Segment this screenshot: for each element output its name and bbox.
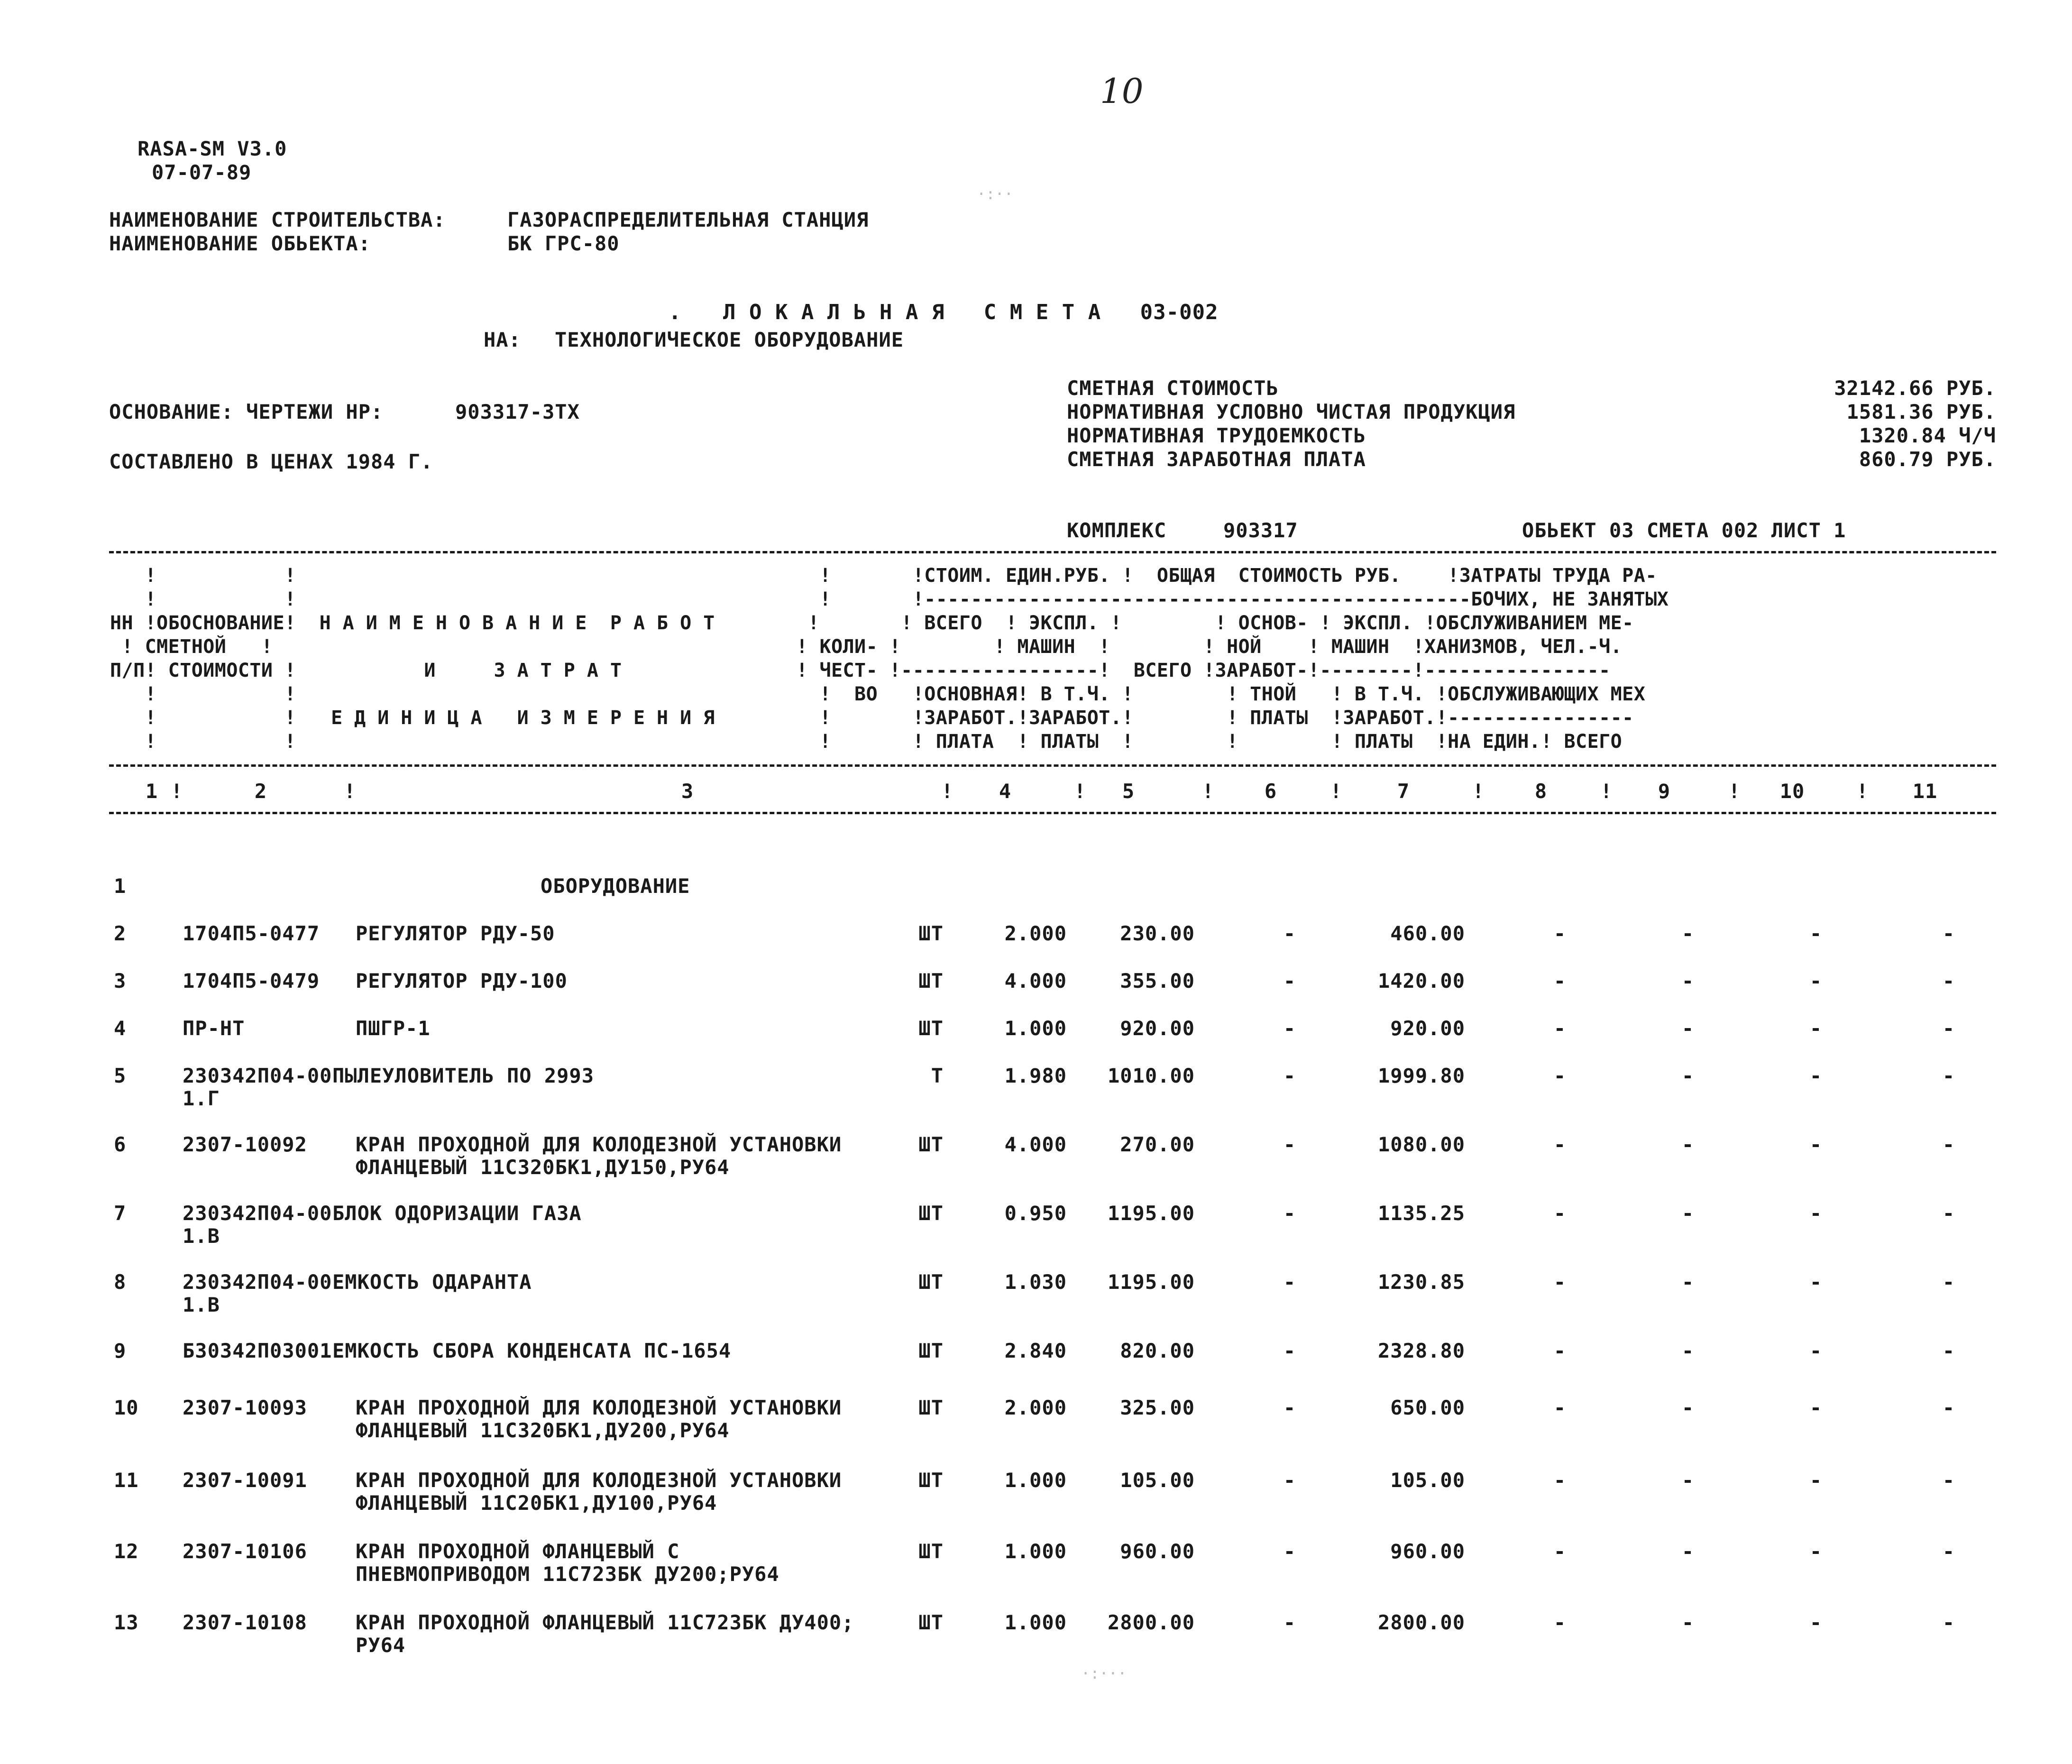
scan-artifact: ·:·· xyxy=(977,185,1014,203)
machine-cost: - xyxy=(1283,1396,1296,1419)
summary-value: 860.79 РУБ. xyxy=(1859,448,1996,471)
summary-value: 1581.36 РУБ. xyxy=(1846,400,1996,423)
header-line: ! ! Е Д И Н И Ц А И З М Е Р Е Н И Я ! !ЗАРАБОТ.!ЗАРАБОТ.! ! ПЛАТЫ !ЗАРАБОТ.!---------------- xyxy=(110,707,1634,729)
labor-per-unit: - xyxy=(1809,969,1823,992)
header-line: П/П! СТОИМОСТИ ! И З А Т Р А Т ! ЧЕСТ- !-----------------! ВСЕГО !ЗАРАБОТ-!--------!---------------- xyxy=(110,660,1611,681)
row-number: 11 xyxy=(114,1469,139,1492)
machine-wage: - xyxy=(1681,1017,1695,1040)
total-cost: 920.00 xyxy=(1390,1017,1465,1040)
row-number: 7 xyxy=(114,1202,127,1225)
header-line: ! ! ! ! ПЛАТА ! ПЛАТЫ ! ! ! ПЛАТЫ !НА ЕДИН.! ВСЕГО xyxy=(110,731,1623,753)
unit-price: 1195.00 xyxy=(1107,1270,1195,1294)
item-name-cont: ФЛАНЦЕВЫЙ 11С320БК1,ДУ150,РУ64 xyxy=(356,1156,730,1179)
unit: ШТ xyxy=(918,1469,944,1492)
base-wage: - xyxy=(1553,1611,1567,1634)
separator: ! xyxy=(344,780,356,803)
separator: ! xyxy=(1728,780,1741,803)
labor-total: - xyxy=(1942,969,1955,992)
unit-price: 820.00 xyxy=(1120,1339,1195,1362)
unit-price: 920.00 xyxy=(1120,1017,1195,1040)
quantity: 1.000 xyxy=(1004,1540,1067,1563)
total-cost: 960.00 xyxy=(1390,1540,1465,1563)
col-number: 9 xyxy=(1658,780,1671,803)
labor-per-unit: - xyxy=(1809,1017,1823,1040)
row-number: 8 xyxy=(114,1270,127,1294)
total-cost: 2800.00 xyxy=(1377,1611,1465,1634)
quantity: 4.000 xyxy=(1004,1133,1067,1156)
item-name: РЕГУЛЯТОР РДУ-100 xyxy=(356,969,568,992)
header-line: ! ! ! !СТОИМ. ЕДИН.РУБ. ! ОБЩАЯ СТОИМОСТЬ РУБ. !ЗАТРАТЫ ТРУДА РА- xyxy=(110,565,1657,587)
unit: ШТ xyxy=(918,1270,944,1294)
scan-artifact: ·:··· xyxy=(1081,1664,1127,1682)
col-number: 1 xyxy=(145,780,158,803)
item-name: КРАН ПРОХОДНОЙ ДЛЯ КОЛОДЕЗНОЙ УСТАНОВКИ xyxy=(356,1133,842,1156)
base-wage: - xyxy=(1553,1017,1567,1040)
rate-code-cont: 1.В xyxy=(183,1224,220,1248)
rate-code-cont: 1.В xyxy=(183,1293,220,1316)
machine-cost: - xyxy=(1283,1270,1296,1294)
labor-total: - xyxy=(1942,1396,1955,1419)
labor-per-unit: - xyxy=(1809,1133,1823,1156)
quantity: 2.840 xyxy=(1004,1339,1067,1362)
row-number: 12 xyxy=(114,1540,139,1563)
base-wage: - xyxy=(1553,1202,1567,1225)
separator: ! xyxy=(1472,780,1485,803)
separator: ! xyxy=(941,780,953,803)
rate-code: 2307-10108 xyxy=(183,1611,307,1634)
quantity: 1.000 xyxy=(1004,1611,1067,1634)
labor-per-unit: - xyxy=(1809,1339,1823,1362)
item-name-cont: ФЛАНЦЕВЫЙ 11С320БК1,ДУ200,РУ64 xyxy=(356,1419,730,1442)
base-wage: - xyxy=(1553,1270,1567,1294)
summary-label: НОРМАТИВНАЯ УСЛОВНО ЧИСТАЯ ПРОДУКЦИЯ xyxy=(1067,400,1516,423)
row-number: 13 xyxy=(114,1611,139,1634)
machine-wage: - xyxy=(1681,1396,1695,1419)
rate-code: 2307-10092 xyxy=(183,1133,307,1156)
machine-wage: - xyxy=(1681,1611,1695,1634)
total-cost: 1420.00 xyxy=(1377,969,1465,992)
machine-wage: - xyxy=(1681,1064,1695,1087)
unit: ШТ xyxy=(918,1202,944,1225)
sheet-info: ОБЬЕКТ 03 СМЕТА 002 ЛИСТ 1 xyxy=(1522,519,1846,542)
summary-label: СМЕТНАЯ ЗАРАБОТНАЯ ПЛАТА xyxy=(1067,448,1366,471)
rate-code: 2307-10093 xyxy=(183,1396,307,1419)
item-name: РЕГУЛЯТОР РДУ-50 xyxy=(356,922,555,945)
rate-code: Б30342П03001 xyxy=(183,1339,332,1362)
base-wage: - xyxy=(1553,1396,1567,1419)
prices-note: СОСТАВЛЕНО В ЦЕНАХ 1984 Г. xyxy=(109,450,433,473)
rule xyxy=(109,764,1996,767)
print-date: 07-07-89 xyxy=(152,161,252,184)
labor-per-unit: - xyxy=(1809,1270,1823,1294)
labor-total: - xyxy=(1942,1064,1955,1087)
unit: ШТ xyxy=(918,1339,944,1362)
unit: Т xyxy=(931,1064,944,1087)
page-number: 10 xyxy=(1100,71,1144,111)
total-cost: 1135.25 xyxy=(1377,1202,1465,1225)
rate-code: 2307-10106 xyxy=(183,1540,307,1563)
row-number: 2 xyxy=(114,922,127,945)
separator: ! xyxy=(1600,780,1613,803)
labor-total: - xyxy=(1942,1339,1955,1362)
labor-per-unit: - xyxy=(1809,1064,1823,1087)
machine-cost: - xyxy=(1283,1611,1296,1634)
labor-total: - xyxy=(1942,922,1955,945)
section-number: 1 xyxy=(114,874,127,898)
machine-wage: - xyxy=(1681,1202,1695,1225)
machine-cost: - xyxy=(1283,1133,1296,1156)
item-name: КРАН ПРОХОДНОЙ ФЛАНЦЕВЫЙ 11С723БК ДУ400; xyxy=(356,1611,854,1634)
separator: ! xyxy=(1074,780,1086,803)
machine-cost: - xyxy=(1283,1017,1296,1040)
rate-code: ПР-НТ xyxy=(183,1017,245,1040)
summary-label: СМЕТНАЯ СТОИМОСТЬ xyxy=(1067,377,1279,400)
item-name: ЕМКОСТЬ СБОРА КОНДЕНСАТА ПС-1654 xyxy=(332,1339,732,1362)
object-label: НАИМЕНОВАНИЕ ОБЬЕКТА: xyxy=(109,232,371,255)
labor-per-unit: - xyxy=(1809,922,1823,945)
machine-cost: - xyxy=(1283,1202,1296,1225)
col-number: 5 xyxy=(1122,780,1135,803)
unit-price: 105.00 xyxy=(1120,1469,1195,1492)
machine-wage: - xyxy=(1681,922,1695,945)
header-line: ! ! ! ВО !ОСНОВНАЯ! В Т.Ч. ! ! ТНОЙ ! В Т.Ч. !ОБСЛУЖИВАЮЩИХ МЕХ xyxy=(110,683,1646,705)
base-wage: - xyxy=(1553,1469,1567,1492)
quantity: 1.000 xyxy=(1004,1469,1067,1492)
labor-per-unit: - xyxy=(1809,1611,1823,1634)
construction-label: НАИМЕНОВАНИЕ СТРОИТЕЛЬСТВА: xyxy=(109,208,446,231)
unit-price: 355.00 xyxy=(1120,969,1195,992)
unit-price: 1195.00 xyxy=(1107,1202,1195,1225)
item-name: КРАН ПРОХОДНОЙ ФЛАНЦЕВЫЙ С xyxy=(356,1540,680,1563)
rule xyxy=(109,551,1996,553)
separator: ! xyxy=(1202,780,1214,803)
summary-value: 1320.84 Ч/Ч xyxy=(1859,424,1996,447)
item-name: КРАН ПРОХОДНОЙ ДЛЯ КОЛОДЕЗНОЙ УСТАНОВКИ xyxy=(356,1469,842,1492)
document-title: . Л О К А Л Ь Н А Я С М Е Т А 03-002 xyxy=(669,300,1219,324)
col-number: 4 xyxy=(999,780,1012,803)
rate-code: 230342П04-00 xyxy=(183,1202,332,1225)
object-value: БК ГРС-80 xyxy=(507,232,620,255)
col-number: 3 xyxy=(681,780,694,803)
unit-price: 1010.00 xyxy=(1107,1064,1195,1087)
construction-value: ГАЗОРАСПРЕДЕЛИТЕЛЬНАЯ СТАНЦИЯ xyxy=(507,208,869,231)
machine-cost: - xyxy=(1283,1469,1296,1492)
total-cost: 1080.00 xyxy=(1377,1133,1465,1156)
separator: ! xyxy=(1856,780,1869,803)
labor-total: - xyxy=(1942,1017,1955,1040)
unit-price: 270.00 xyxy=(1120,1133,1195,1156)
rate-code: 230342П04-00 xyxy=(183,1270,332,1294)
base-wage: - xyxy=(1553,1133,1567,1156)
machine-cost: - xyxy=(1283,1064,1296,1087)
total-cost: 1999.80 xyxy=(1377,1064,1465,1087)
separator: ! xyxy=(171,780,183,803)
total-cost: 105.00 xyxy=(1390,1469,1465,1492)
unit-price: 325.00 xyxy=(1120,1396,1195,1419)
labor-total: - xyxy=(1942,1133,1955,1156)
rate-code: 230342П04-00 xyxy=(183,1064,332,1087)
unit-price: 960.00 xyxy=(1120,1540,1195,1563)
row-number: 6 xyxy=(114,1133,127,1156)
total-cost: 460.00 xyxy=(1390,922,1465,945)
quantity: 4.000 xyxy=(1004,969,1067,992)
labor-per-unit: - xyxy=(1809,1202,1823,1225)
machine-wage: - xyxy=(1681,1469,1695,1492)
base-wage: - xyxy=(1553,969,1567,992)
unit: ШТ xyxy=(918,1017,944,1040)
unit: ШТ xyxy=(918,1396,944,1419)
unit-price: 2800.00 xyxy=(1107,1611,1195,1634)
software-version: RASA-SM V3.0 xyxy=(138,137,287,160)
item-name: КРАН ПРОХОДНОЙ ДЛЯ КОЛОДЕЗНОЙ УСТАНОВКИ xyxy=(356,1396,842,1419)
item-name: БЛОК ОДОРИЗАЦИИ ГАЗА xyxy=(332,1202,582,1225)
header-line: ! СМЕТНОЙ ! ! КОЛИ- ! ! МАШИН ! ! НОЙ ! МАШИН !ХАНИЗМОВ, ЧЕЛ.-Ч. xyxy=(110,636,1623,658)
summary-value: 32142.66 РУБ. xyxy=(1834,377,1996,400)
labor-total: - xyxy=(1942,1469,1955,1492)
machine-cost: - xyxy=(1283,1540,1296,1563)
base-wage: - xyxy=(1553,922,1567,945)
labor-total: - xyxy=(1942,1270,1955,1294)
section-title: ОБОРУДОВАНИЕ xyxy=(541,874,690,898)
for-label: НА: xyxy=(484,328,521,351)
item-name-cont: ПНЕВМОПРИВОДОМ 11С723БК ДУ200;РУ64 xyxy=(356,1562,779,1586)
unit: ШТ xyxy=(918,969,944,992)
machine-cost: - xyxy=(1283,969,1296,992)
header-line: ! ! ! !-----------------------------------------------БОЧИХ, НЕ ЗАНЯТЫХ xyxy=(110,588,1669,610)
col-number: 8 xyxy=(1534,780,1548,803)
unit-price: 230.00 xyxy=(1120,922,1195,945)
labor-per-unit: - xyxy=(1809,1396,1823,1419)
col-number: 2 xyxy=(254,780,267,803)
machine-wage: - xyxy=(1681,1540,1695,1563)
item-name: ПШГР-1 xyxy=(356,1017,431,1040)
col-number: 6 xyxy=(1264,780,1277,803)
unit: ШТ xyxy=(918,1540,944,1563)
machine-wage: - xyxy=(1681,1133,1695,1156)
unit: ШТ xyxy=(918,922,944,945)
header-line: НН !ОБОСНОВАНИЕ! Н А И М Е Н О В А Н И Е Р А Б О Т ! ! ВСЕГО ! ЭКСПЛ. ! ! ОСНОВ- ! ЭКСПЛ. !ОБСЛУЖИВАНИЕМ МЕ- xyxy=(110,612,1634,634)
labor-total: - xyxy=(1942,1611,1955,1634)
item-name: ЕМКОСТЬ ОДАРАНТА xyxy=(332,1270,532,1294)
machine-wage: - xyxy=(1681,1339,1695,1362)
total-cost: 2328.80 xyxy=(1377,1339,1465,1362)
labor-total: - xyxy=(1942,1202,1955,1225)
col-number: 11 xyxy=(1912,780,1938,803)
unit: ШТ xyxy=(918,1611,944,1634)
quantity: 1.030 xyxy=(1004,1270,1067,1294)
total-cost: 1230.85 xyxy=(1377,1270,1465,1294)
row-number: 5 xyxy=(114,1064,127,1087)
base-wage: - xyxy=(1553,1064,1567,1087)
quantity: 1.000 xyxy=(1004,1017,1067,1040)
labor-total: - xyxy=(1942,1540,1955,1563)
item-name-cont: РУ64 xyxy=(356,1634,406,1657)
item-name: ПЫЛЕУЛОВИТЕЛЬ ПО 2993 xyxy=(332,1064,595,1087)
labor-per-unit: - xyxy=(1809,1540,1823,1563)
complex-value: 903317 xyxy=(1223,519,1298,542)
rate-code: 2307-10091 xyxy=(183,1469,307,1492)
total-cost: 650.00 xyxy=(1390,1396,1465,1419)
rate-code: 1704П5-0479 xyxy=(183,969,320,992)
quantity: 2.000 xyxy=(1004,922,1067,945)
rate-code-cont: 1.Г xyxy=(183,1087,220,1110)
rule xyxy=(109,812,1996,814)
for-value: ТЕХНОЛОГИЧЕСКОЕ ОБОРУДОВАНИЕ xyxy=(555,328,904,351)
unit: ШТ xyxy=(918,1133,944,1156)
machine-cost: - xyxy=(1283,1339,1296,1362)
machine-wage: - xyxy=(1681,969,1695,992)
basis-label: ОСНОВАНИЕ: ЧЕРТЕЖИ НР: xyxy=(109,400,384,423)
rate-code: 1704П5-0477 xyxy=(183,922,320,945)
summary-label: НОРМАТИВНАЯ ТРУДОЕМКОСТЬ xyxy=(1067,424,1366,447)
col-number: 7 xyxy=(1397,780,1410,803)
machine-cost: - xyxy=(1283,922,1296,945)
base-wage: - xyxy=(1553,1339,1567,1362)
quantity: 1.980 xyxy=(1004,1064,1067,1087)
labor-per-unit: - xyxy=(1809,1469,1823,1492)
machine-wage: - xyxy=(1681,1270,1695,1294)
basis-value: 903317-3ТХ xyxy=(455,400,580,423)
complex-label: КОМПЛЕКС xyxy=(1067,519,1167,542)
col-number: 10 xyxy=(1779,780,1805,803)
quantity: 0.950 xyxy=(1004,1202,1067,1225)
base-wage: - xyxy=(1553,1540,1567,1563)
row-number: 4 xyxy=(114,1017,127,1040)
row-number: 3 xyxy=(114,969,127,992)
item-name-cont: ФЛАНЦЕВЫЙ 11С20БК1,ДУ100,РУ64 xyxy=(356,1491,717,1515)
row-number: 10 xyxy=(114,1396,139,1419)
row-number: 9 xyxy=(114,1339,127,1362)
quantity: 2.000 xyxy=(1004,1396,1067,1419)
separator: ! xyxy=(1330,780,1342,803)
